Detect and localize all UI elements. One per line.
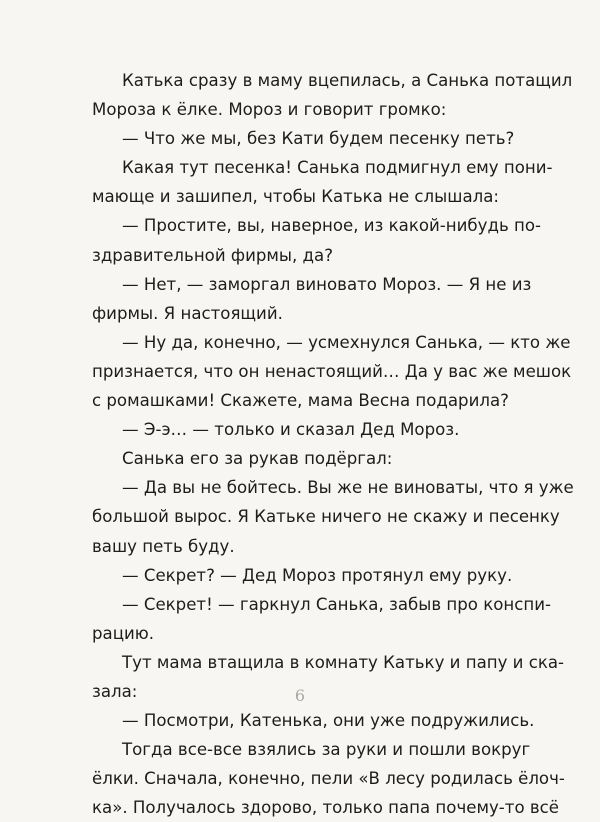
- text-line: — Посмотри, Катенька, они уже подружились.: [122, 711, 535, 731]
- text-line: большой вырос. Я Катьке ничего не скажу и песенку: [92, 507, 560, 527]
- text-line: — Секрет? — Дед Мороз протянул ему руку.: [122, 565, 513, 585]
- text-line: ёлки. Сначала, конечно, пели «В лесу родилась ёлоч-: [92, 769, 565, 789]
- text-line: — Нет, — заморгал виновато Мороз. — Я не из: [122, 274, 532, 294]
- text-line: — Да вы не бойтесь. Вы же не виноваты, что я уже: [122, 478, 574, 498]
- text-line: — Ну да, конечно, — усмехнулся Санька, — кто же: [122, 332, 571, 352]
- text-line: здравительной фирмы, да?: [92, 245, 334, 265]
- text-line: признается, что он ненастоящий… Да у вас же мешок: [92, 361, 572, 381]
- text-line: Мороза к ёлке. Мороз и говорит громко:: [92, 100, 447, 120]
- text-line: фирмы. Я настоящий.: [92, 303, 283, 323]
- text-line: Санька его за рукав подёргал:: [122, 449, 393, 469]
- text-line: — Простите, вы, наверное, из какой-нибудь по-: [122, 216, 541, 236]
- text-line: — Э-э… — только и сказал Дед Мороз.: [122, 420, 460, 440]
- text-line: вашу петь буду.: [92, 536, 235, 556]
- body-text: [92, 66, 574, 822]
- text-line: зала:: [92, 681, 138, 701]
- text-line: рацию.: [92, 623, 155, 643]
- text-line: — Секрет! — гаркнул Санька, забыв про конспи-: [122, 594, 551, 614]
- page-number: 6: [294, 686, 306, 705]
- text-line: Какая тут песенка! Санька подмигнул ему пони-: [122, 158, 553, 178]
- text-line: Тут мама втащила в комнату Катьку и папу и ска-: [122, 652, 565, 672]
- text-line: ка». Получалось здорово, только папа почему-то всё: [92, 798, 559, 818]
- text-line: мающе и зашипел, чтобы Катька не слышала:: [92, 187, 499, 207]
- text-line: — Что же мы, без Кати будем песенку петь?: [122, 129, 515, 149]
- text-line: Катька сразу в маму вцепилась, а Санька потащил: [122, 71, 573, 90]
- text-line: с ромашками! Скажете, мама Весна подарила?: [92, 391, 509, 411]
- text-line: Тогда все-все взялись за руки и пошли вокруг: [122, 740, 531, 760]
